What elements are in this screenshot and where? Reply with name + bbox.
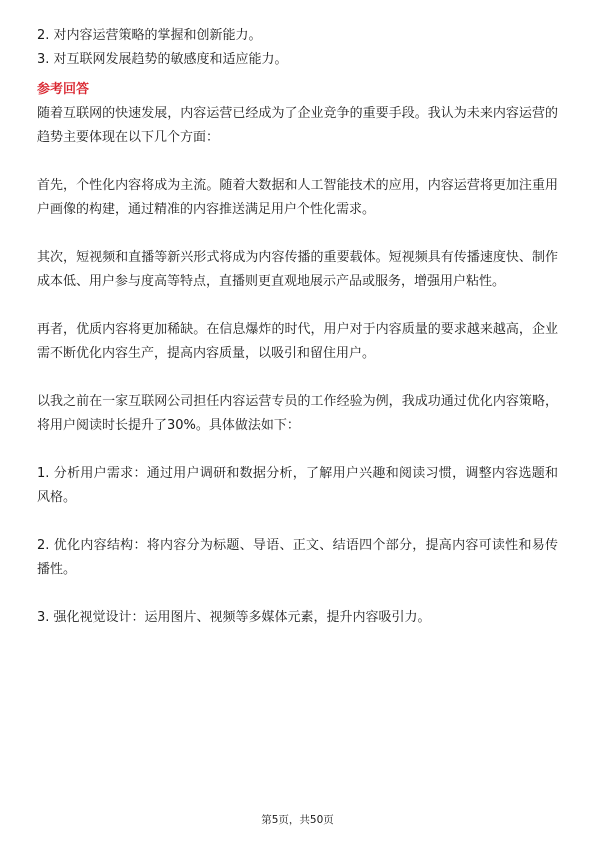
page-content [37, 24, 558, 630]
list-item: 3. 对互联网发展趋势的敏感度和适应能力。 [37, 52, 288, 67]
paragraph: 3. 强化视觉设计：运用图片、视频等多媒体元素，提升内容吸引力。 [37, 610, 431, 625]
paragraph: 其次，短视频和直播等新兴形式将成为内容传播的重要载体。短视频具有传播速度快、制作成本低、用户参与度高等特点，直播则更直观地展示产品或服务，增强用户粘性。 [37, 250, 558, 289]
paragraph: 再者，优质内容将更加稀缺。在信息爆炸的时代，用户对于内容质量的要求越来越高，企业需不断优化内容生产，提高内容质量，以吸引和留住用户。 [37, 322, 558, 361]
paragraph: 首先，个性化内容将成为主流。随着大数据和人工智能技术的应用，内容运营将更加注重用户画像的构建，通过精准的内容推送满足用户个性化需求。 [37, 178, 558, 217]
paragraph: 2. 优化内容结构：将内容分为标题、导语、正文、结语四个部分，提高内容可读性和易传播性。 [37, 538, 558, 577]
paragraph: 以我之前在一家互联网公司担任内容运营专员的工作经验为例，我成功通过优化内容策略，将用户阅读时长提升了30%。具体做法如下： [37, 394, 558, 433]
answer-heading: 参考回答 [37, 82, 90, 97]
list-item: 2. 对内容运营策略的掌握和创新能力。 [37, 28, 262, 43]
paragraph: 随着互联网的快速发展，内容运营已经成为了企业竞争的重要手段。我认为未来内容运营的趋势主要体现在以下几个方面： [37, 106, 558, 145]
page-number: 第5页，共50页 [261, 814, 334, 826]
paragraph: 1. 分析用户需求：通过用户调研和数据分析，了解用户兴趣和阅读习惯，调整内容选题和风格。 [37, 466, 558, 505]
